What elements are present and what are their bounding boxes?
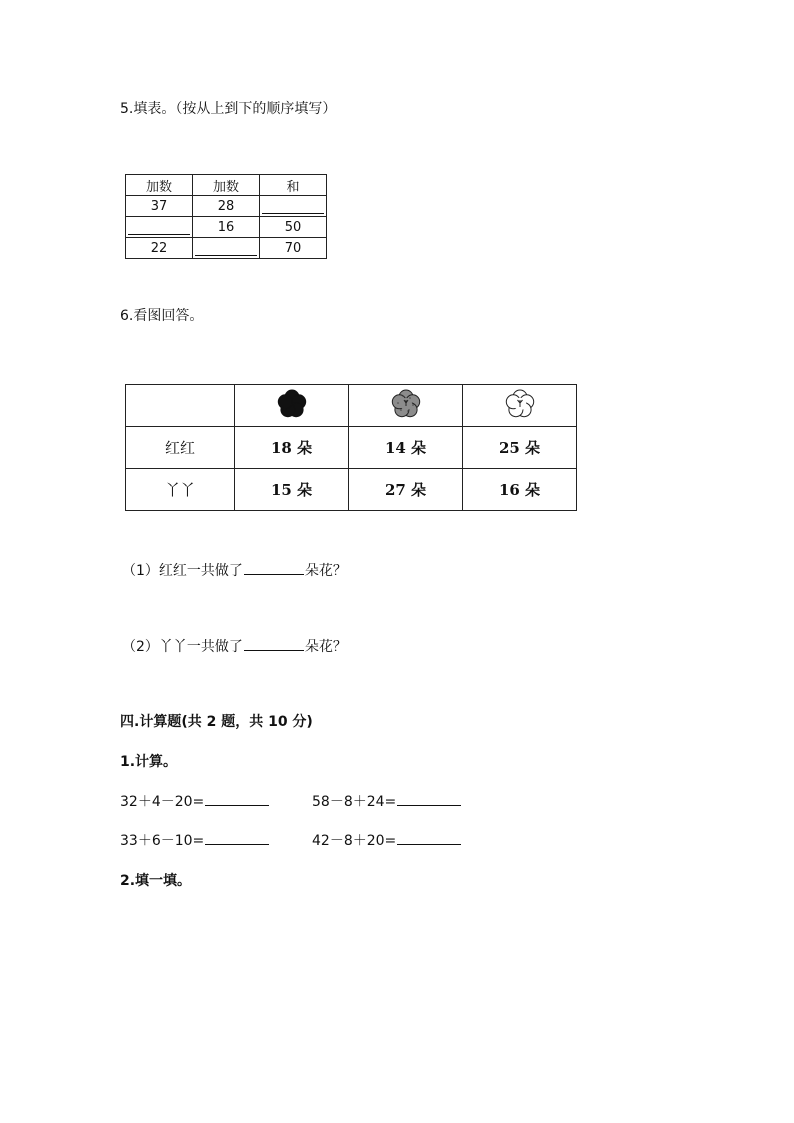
calc-question-title: 1.计算。 xyxy=(120,754,178,770)
table-cell: 16 xyxy=(193,217,260,238)
table-cell: 50 xyxy=(260,217,327,238)
table-row xyxy=(126,217,327,238)
flower-data-row xyxy=(126,469,577,511)
addition-table xyxy=(125,174,327,259)
count-cell: 18 朵 xyxy=(235,427,349,469)
table-row xyxy=(126,196,327,217)
table-cell: 37 xyxy=(126,196,193,217)
answer-blank[interactable] xyxy=(244,636,304,651)
calc-item xyxy=(312,830,462,850)
q6-sub1-suffix: 朵花？ xyxy=(304,563,347,579)
flower-header-row xyxy=(126,385,577,427)
calc-expression: 32＋4－20= xyxy=(120,794,205,810)
count-cell: 25 朵 xyxy=(463,427,577,469)
count-cell: 14 朵 xyxy=(349,427,463,469)
answer-blank-line xyxy=(128,234,190,235)
count-cell: 15 朵 xyxy=(235,469,349,511)
q6-sub2 xyxy=(122,636,347,656)
flower-header-cell xyxy=(235,385,349,427)
table-row xyxy=(126,238,327,259)
header-cell: 加数 xyxy=(126,175,193,196)
calc-expression: 58－8＋24= xyxy=(312,794,397,810)
empty-corner-cell xyxy=(126,385,235,427)
calc-item xyxy=(312,791,462,811)
calc-item xyxy=(120,791,270,811)
flower-header-cell xyxy=(349,385,463,427)
black-flower-icon xyxy=(275,389,309,419)
gray-flower-icon xyxy=(389,389,423,419)
q6-title: 6.看图回答。 xyxy=(120,308,204,324)
section4-title: 四.计算题(共 2 题，共 10 分) xyxy=(120,714,313,730)
table-cell: 28 xyxy=(193,196,260,217)
answer-blank-line xyxy=(262,213,324,214)
header-cell: 和 xyxy=(260,175,327,196)
answer-blank[interactable] xyxy=(397,791,461,806)
answer-blank-cell[interactable] xyxy=(260,196,327,217)
person-name-cell: 红红 xyxy=(126,427,235,469)
answer-blank-cell[interactable] xyxy=(126,217,193,238)
answer-blank-cell[interactable] xyxy=(193,238,260,259)
fill-question-title: 2.填一填。 xyxy=(120,873,192,889)
q6-sub2-prefix: （2）丫丫一共做了 xyxy=(122,639,243,655)
answer-blank[interactable] xyxy=(205,791,269,806)
q6-sub2-suffix: 朵花？ xyxy=(304,639,347,655)
q6-sub1-prefix: （1）红红一共做了 xyxy=(122,563,243,579)
q5-title: 5.填表。（按从上到下的顺序填写） xyxy=(120,101,337,117)
count-cell: 16 朵 xyxy=(463,469,577,511)
flower-header-cell xyxy=(463,385,577,427)
answer-blank[interactable] xyxy=(397,830,461,845)
flower-data-row xyxy=(126,427,577,469)
answer-blank[interactable] xyxy=(244,560,304,575)
table-header-row xyxy=(126,175,327,196)
calc-expression: 33＋6－10= xyxy=(120,833,205,849)
table-cell: 70 xyxy=(260,238,327,259)
header-cell: 加数 xyxy=(193,175,260,196)
count-cell: 27 朵 xyxy=(349,469,463,511)
white-flower-icon xyxy=(503,389,537,419)
answer-blank-line xyxy=(195,255,257,256)
table-cell: 22 xyxy=(126,238,193,259)
answer-blank[interactable] xyxy=(205,830,269,845)
flower-table xyxy=(125,384,577,511)
calc-expression: 42－8＋20= xyxy=(312,833,397,849)
q6-sub1 xyxy=(122,560,347,580)
person-name-cell: 丫丫 xyxy=(126,469,235,511)
calc-item xyxy=(120,830,270,850)
